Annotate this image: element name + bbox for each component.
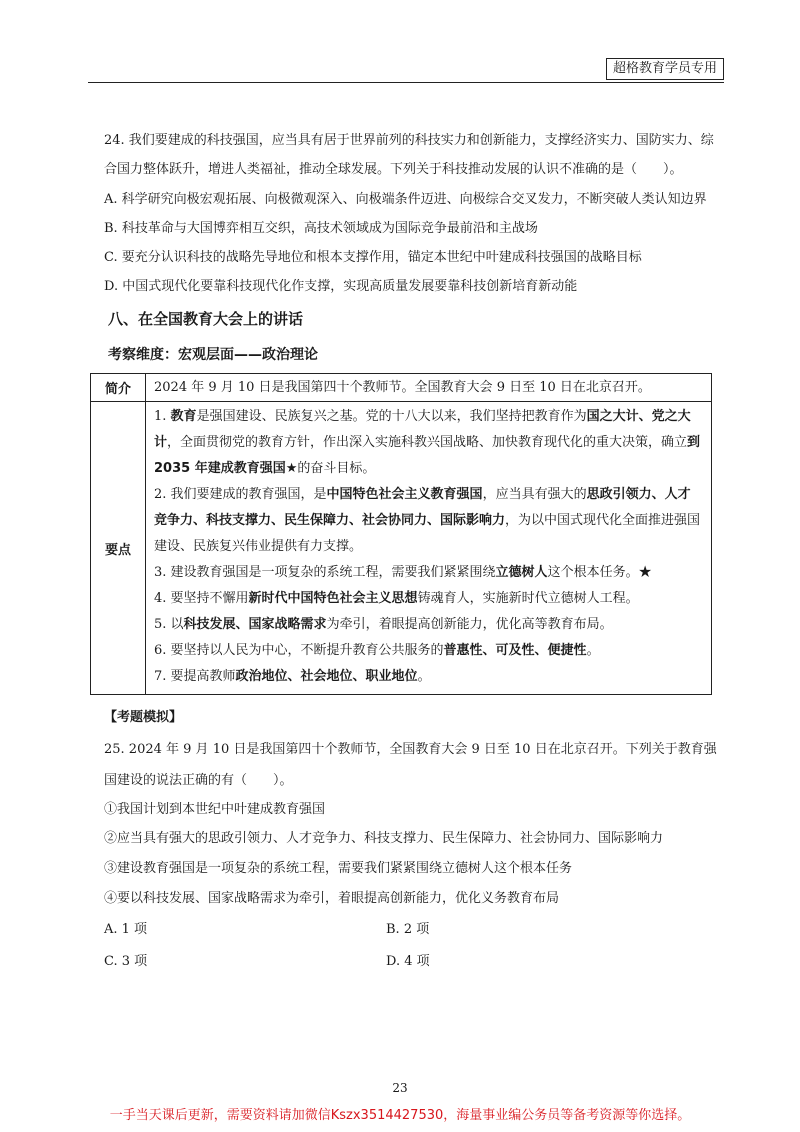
points-row [91,402,712,695]
question-24-stem: 24. 我们要建成的科技强国，应当具有居于世界前列的科技实力和创新能力，支撑经济实力、国防实力、综合国力整体跃升，增进人类福祉，推动全球发展。下列关于科技推动发展的认识不准确的是（ ）。 [104,133,714,177]
intro-label: 简介 [91,374,146,402]
question-25-statement: ③建设教育强国是一项复杂的系统工程，需要我们紧紧围绕立德树人这个根本任务 [104,861,573,876]
section-title: 八、在全国教育大会上的讲话 [108,310,304,328]
question-25-statement: ④要以科技发展、国家战略需求为牵引，着眼提高创新能力，优化义务教育布局 [104,891,560,906]
question-24-option-b: B. 科技革命与大国博弈相互交织，高技术领域成为国际竞争最前沿和主战场 [104,221,538,236]
question-24-option-d: D. 中国式现代化要靠科技现代化作支撑，实现高质量发展要靠科技创新培育新动能 [104,279,578,294]
footer-promo-note: 一手当天课后更新，需要资料请加微信Kszx3514427530，海量事业编公务员等备考资源等你选择。 [109,1108,691,1123]
intro-row [91,374,712,402]
header-tag: 超格教育学员专用 [606,58,724,80]
question-25-statement: ①我国计划到本世纪中叶建成教育强国 [104,802,326,817]
key-point: 4. 要坚持不懈用新时代中国特色社会主义思想铸魂育人，实施新时代立德树人工程。 [154,591,639,606]
key-point: 3. 建设教育强国是一项复杂的系统工程，需要我们紧紧围绕立德树人这个根本任务。★ [154,565,652,580]
choice-d: D. 4 项 [386,954,430,969]
section-dimension: 考察维度：宏观层面——政治理论 [108,347,318,363]
choice-b: B. 2 项 [386,922,430,937]
key-point: 6. 要坚持以人民为中心，不断提升教育公共服务的普惠性、可及性、便捷性。 [154,643,600,658]
key-point: 7. 要提高教师政治地位、社会地位、职业地位。 [154,669,431,684]
question-25-statement: ②应当具有强大的思政引领力、人才竞争力、科技支撑力、民生保障力、社会协同力、国际影响力 [104,831,664,846]
key-point: 2. 我们要建成的教育强国，是中国特色社会主义教育强国，应当具有强大的思政引领力、人才竞争力、科技支撑力、民生保障力、社会协同力、国际影响力，为以中国式现代化全面推进强国建设、民族复兴伟业提供有力支撑。 [154,487,701,554]
choice-a: A. 1 项 [104,922,148,937]
mock-exam-label: 【考题模拟】 [104,710,183,725]
question-24-option-c: C. 要充分认识科技的战略先导地位和根本支撑作用，锚定本世纪中叶建成科技强国的战略目标 [104,250,642,265]
points-cell [146,402,712,695]
page-number: 23 [392,1081,408,1095]
summary-table [90,373,712,695]
header-rule [88,82,724,83]
points-label: 要点 [91,402,146,695]
choice-c: C. 3 项 [104,954,148,969]
question-24-option-a: A. 科学研究向极宏观拓展、向极微观深入、向极端条件迈进、向极综合交叉发力，不断突破人类认知边界 [104,192,707,207]
key-point: 5. 以科技发展、国家战略需求为牵引，着眼提高创新能力，优化高等教育布局。 [154,617,613,632]
intro-text: 2024 年 9 月 10 日是我国第四十个教师节。全国教育大会 9 日至 10 日在北京召开。 [146,374,712,402]
key-point: 1. 教育是强国建设、民族复兴之基。党的十八大以来，我们坚持把教育作为国之大计、党之大计，全面贯彻党的教育方针，作出深入实施科教兴国战略、加快教育现代化的重大决策，确立到 2035 年建成教育强国★的奋斗目标。 [154,409,701,476]
question-25-stem: 25. 2024 年 9 月 10 日是我国第四十个教师节，全国教育大会 9 日至 10 日在北京召开。下列关于教育强国建设的说法正确的有（ ）。 [104,742,717,788]
